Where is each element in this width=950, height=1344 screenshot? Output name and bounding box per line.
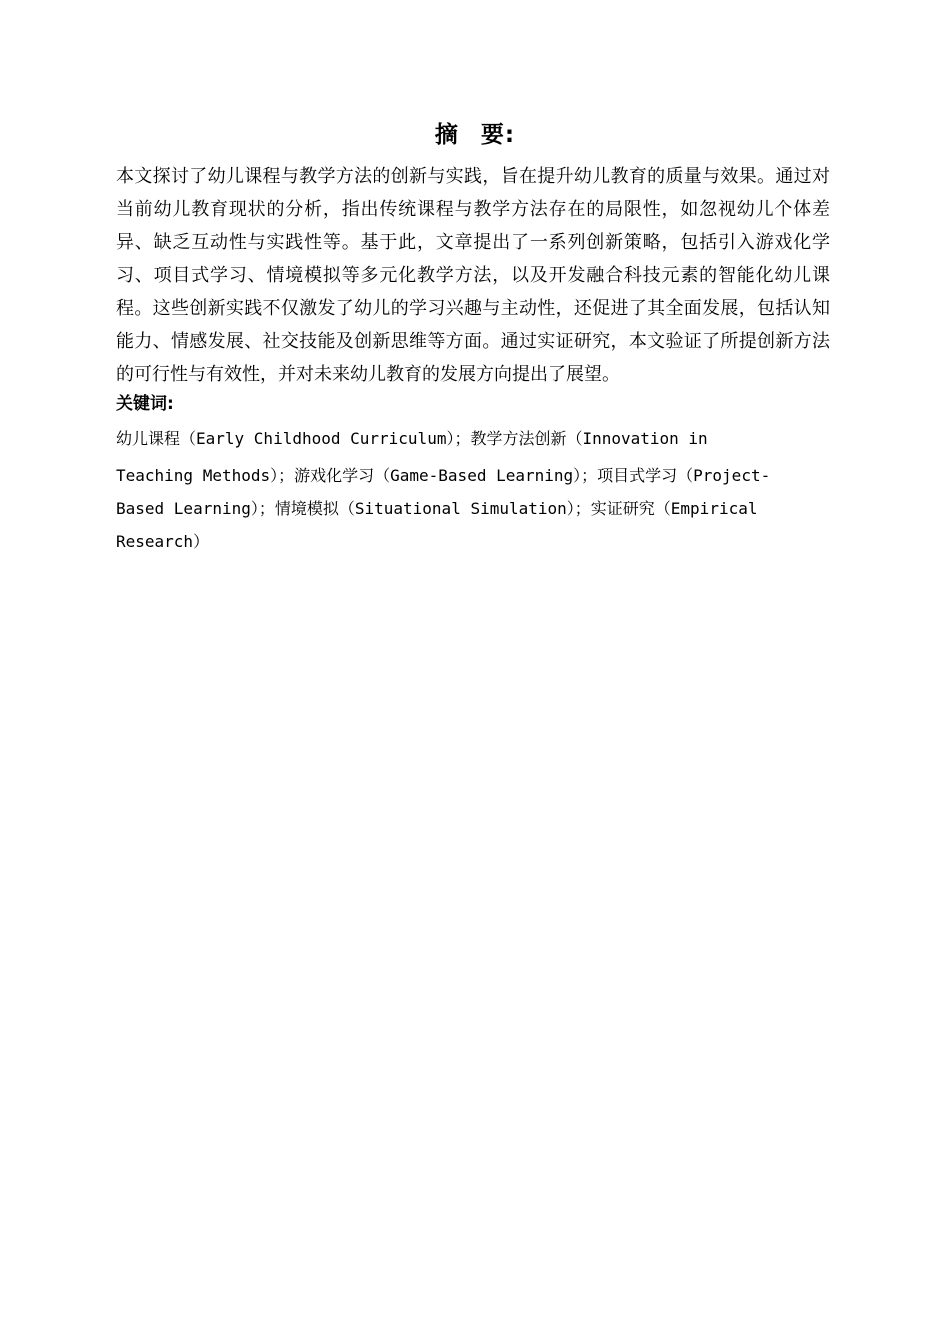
keywords-label: 关键词:	[116, 394, 174, 414]
abstract-heading	[0, 116, 950, 149]
abstract-heading-char-2: 要:	[480, 122, 516, 148]
keywords-line: Teaching Methods）；游戏化学习（Game-Based Learning）；项目式学习（Project-	[116, 466, 771, 485]
abstract-heading-char-1: 摘	[434, 122, 459, 148]
keywords-line: Based Learning）；情境模拟（Situational Simulation）；实证研究（Empirical	[116, 499, 758, 518]
keywords-list	[116, 422, 836, 558]
keywords-line: 幼儿课程（Early Childhood Curriculum）；教学方法创新（Innovation in	[116, 429, 708, 448]
abstract-paragraph: 本文探讨了幼儿课程与教学方法的创新与实践，旨在提升幼儿教育的质量与效果。通过对当前幼儿教育现状的分析，指出传统课程与教学方法存在的局限性，如忽视幼儿个体差异、缺乏互动性与实践性等。基于此，文章提出了一系列创新策略，包括引入游戏化学习、项目式学习、情境模拟等多元化教学方法，以及开发融合科技元素的智能化幼儿课程。这些创新实践不仅激发了幼儿的学习兴趣与主动性，还促进了其全面发展，包括认知能力、情感发展、社交技能及创新思维等方面。通过实证研究，本文验证了所提创新方法的可行性与有效性，并对未来幼儿教育的发展方向提出了展望。	[116, 166, 830, 385]
keywords-line: Research）	[116, 532, 210, 551]
